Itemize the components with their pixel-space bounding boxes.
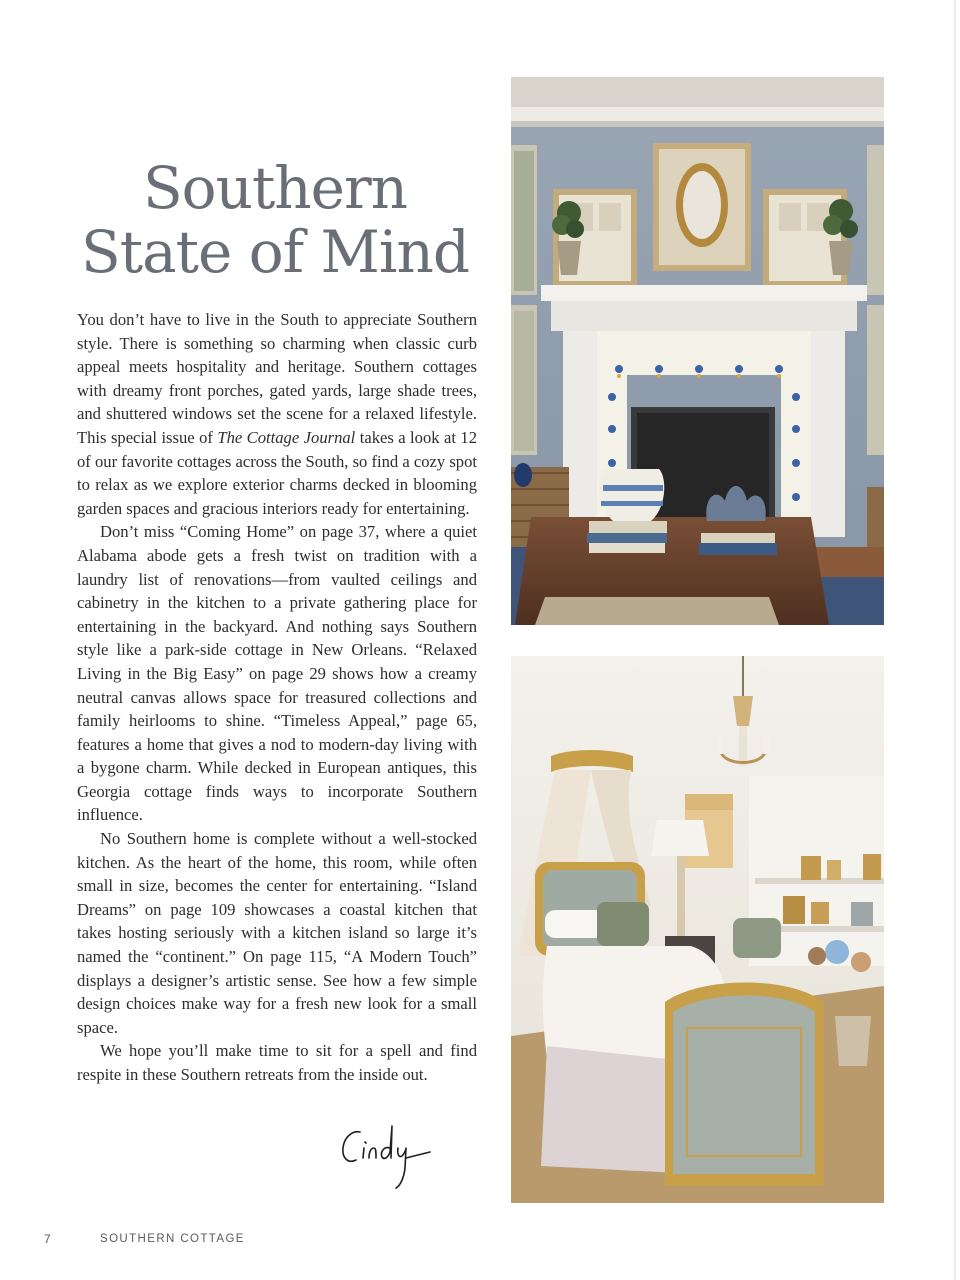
page-number: 7 — [44, 1232, 51, 1246]
article-paragraph-3: No Southern home is complete without a well-stocked kitchen. As the heart of the home, this room, while often small in size, becomes the center for entertaining. “Island Dreams” on page 109 showcases a coastal kitchen that takes hosting seriously with a kitchen island so large it’s named the “continent.” On page 115, “A Modern Touch” displays a designer’s artistic sense. See how a few simple design choices make way for a fresh new look for a small space. — [77, 829, 477, 1037]
signature — [338, 1118, 438, 1198]
publication-name: SOUTHERN COTTAGE — [100, 1233, 245, 1245]
article-body — [77, 308, 477, 1087]
bedroom-photo — [511, 656, 884, 1203]
page-edge-line — [954, 0, 956, 1280]
page-title — [70, 156, 480, 284]
title-line-2: State of Mind — [81, 218, 469, 286]
title-line-1: Southern — [142, 154, 408, 222]
living-room-photo — [511, 77, 884, 625]
article-paragraph-2: Don’t miss “Coming Home” on page 37, where a quiet Alabama abode gets a fresh twist on tradition with a laundry list of renovations—from vaulted ceilings and cabinetry in the kitchen to a private gathering place for entertaining in the backyard. And nothing says Southern style like a park-side cottage in New Orleans. “Relaxed Living in the Big Easy” on page 29 shows how a creamy neutral canvas allows space for treasured collections and family heirlooms to shine. “Timeless Appeal,” page 65, features a home that gives a nod to modern-day living with a bygone charm. While decked in European antiques, this Georgia cottage finds ways to incorporate Southern influence. — [77, 522, 477, 825]
magazine-title: The Cottage Journal — [217, 427, 356, 447]
article-paragraph-1 — [77, 308, 477, 520]
article-paragraph-4: We hope you’ll make time to sit for a spell and find respite in these Southern retreats from the inside out. — [77, 1041, 477, 1084]
page-footer — [44, 1232, 444, 1248]
paragraph-1-start: You don’t have to live in the South to appreciate Southern style. There is something so charming when classic curb appeal meets hospitality and heritage. Southern cottages with dreamy front porches, gated yards, large shade trees, and shuttered windows set the scene for a relaxed lifestyle. This special issue of — [77, 310, 477, 447]
paragraph-1-end: takes a look at 12 of our favorite cottages across the South, so find a cozy spot to relax as we explore exterior charms decked in blooming garden spaces and gracious interiors ready for entertaining. — [77, 427, 477, 518]
